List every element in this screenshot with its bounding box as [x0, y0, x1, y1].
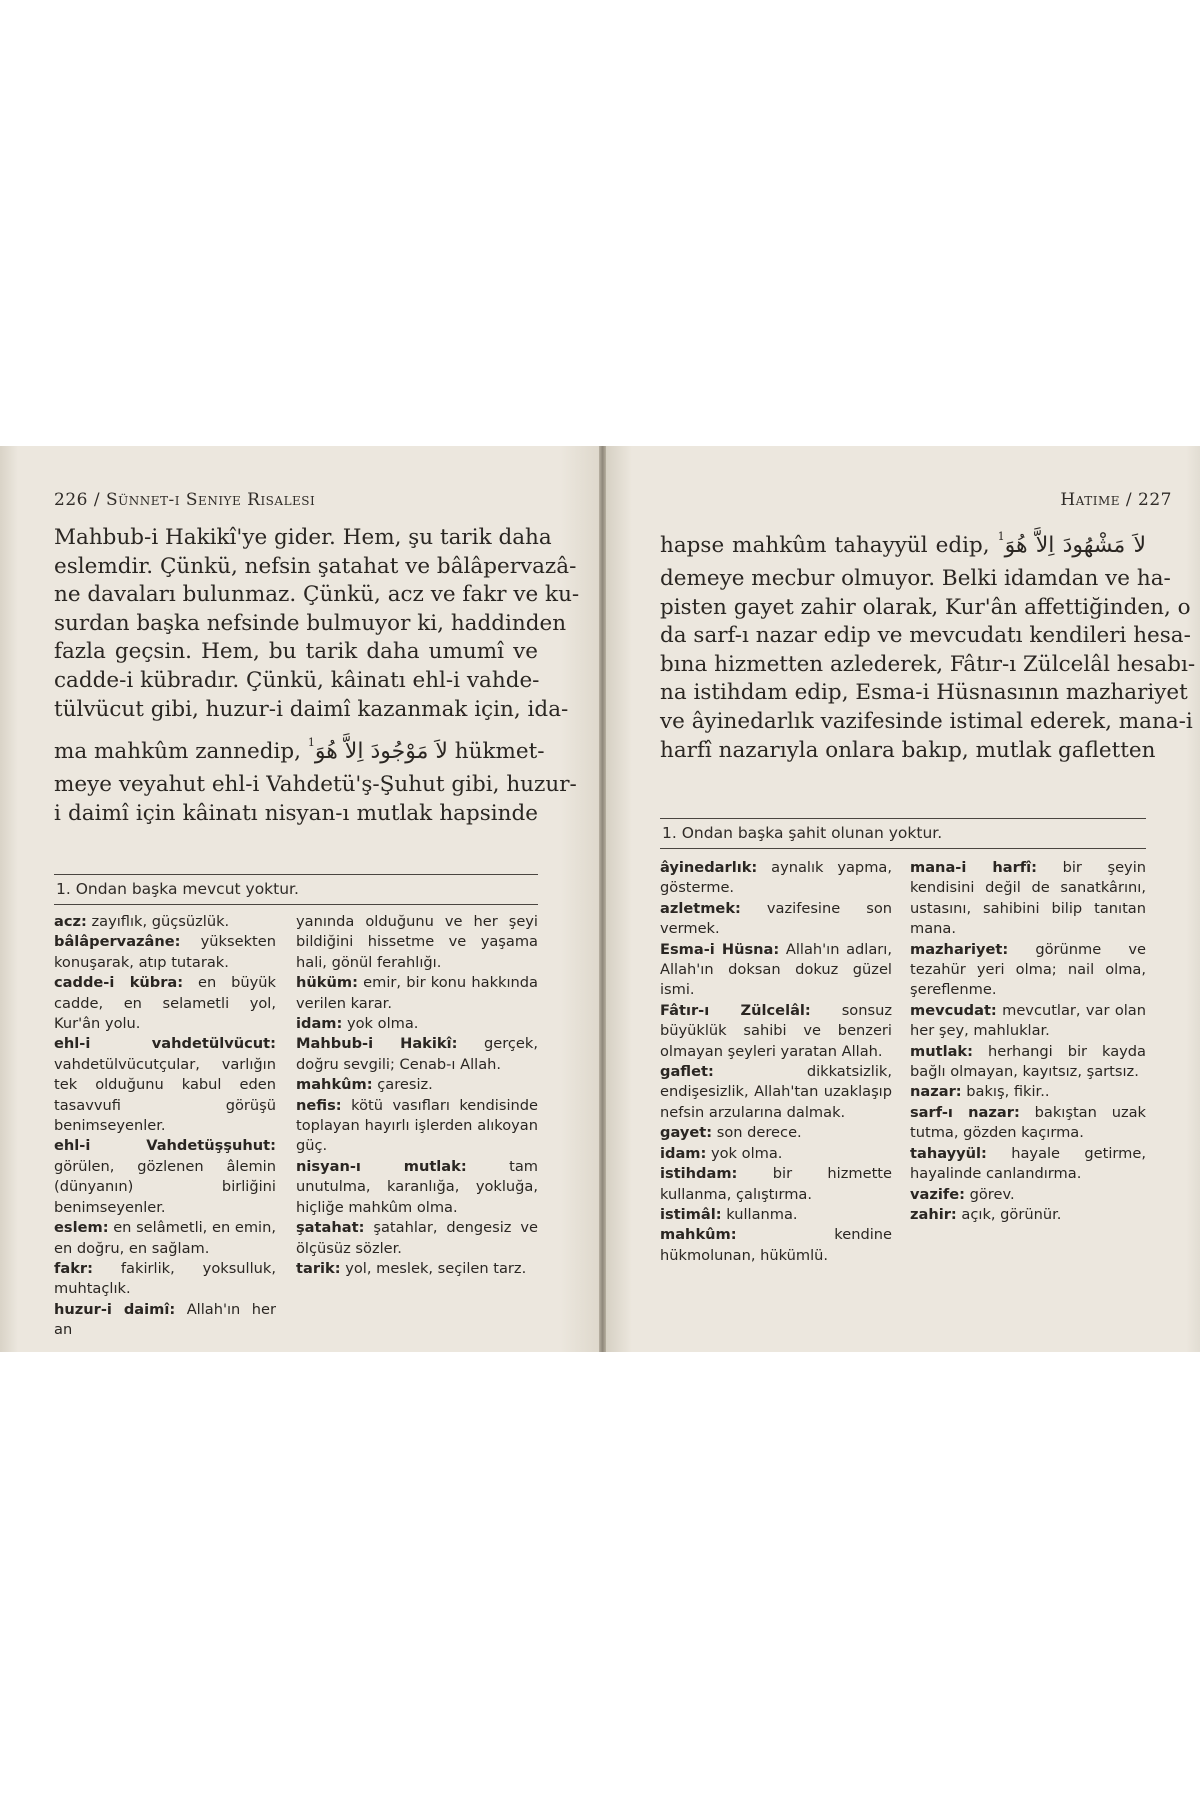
glossary-term: mahkûm:	[296, 1076, 373, 1094]
glossary-definition: emir, bir konu hakkında verilen karar.	[296, 974, 539, 1012]
body-text	[660, 518, 1196, 765]
glossary-term: idam:	[660, 1144, 707, 1162]
glossary-term: acz:	[54, 913, 87, 930]
arabic-phrase: لاَ مَشْهُودَ اِلاَّ هُوَ	[1004, 533, 1146, 558]
footnote: 1. Ondan başka şahit olunan yoktur.	[662, 824, 943, 842]
glossary-term: Fâtır-ı Zülcelâl:	[660, 1001, 811, 1019]
glossary-entry	[54, 1034, 276, 1136]
glossary-entry	[910, 1001, 1146, 1042]
glossary-term: tarik:	[296, 1259, 341, 1277]
glossary-term: huzur-i daimî:	[54, 1300, 176, 1318]
glossary-entry	[910, 1144, 1146, 1185]
body-line: cadde-i kübradır. Çünkü, kâinatı ehl-i vahde-	[54, 667, 540, 693]
glossary-term: âyinedarlık:	[660, 859, 758, 876]
glossary-entry	[660, 1225, 892, 1266]
body-line: pisten gayet zahir olarak, Kur'ân affettiğinden, o	[660, 594, 1191, 620]
glossary-term: cadde-i kübra:	[54, 974, 184, 992]
glossary-entry	[660, 1123, 892, 1143]
line-text: ma mahkûm zannedip,	[54, 739, 301, 765]
glossary-entry	[296, 1259, 538, 1279]
glossary-rule	[660, 848, 1146, 849]
glossary-term: bâlâpervazâne:	[54, 933, 181, 951]
glossary-entry	[54, 1300, 276, 1341]
glossary-definition: tam unutulma, karanlığa, yokluğa, hiçliğe mahkûm olma.	[296, 1157, 538, 1216]
body-line-arabic	[54, 724, 545, 771]
body-line: demeye mecbur olmuyor. Belki idamdan ve ha-	[660, 566, 1171, 591]
glossary-term: zahir:	[910, 1205, 957, 1223]
glossary-entry	[910, 1205, 1146, 1225]
glossary-term: Mahbub-i Hakikî:	[296, 1035, 458, 1053]
glossary-entry	[296, 1096, 538, 1157]
glossary-entry	[910, 1082, 1146, 1102]
glossary-term: hüküm:	[296, 974, 358, 992]
glossary-definition: görünme ve tezahür yeri olma; nail olma, şereflenme.	[910, 940, 1146, 999]
glossary-definition: bir hizmette kullanma, çalıştırma.	[660, 1165, 892, 1203]
glossary-definition: gerçek, doğru sevgili; Cenab-ı Allah.	[296, 1035, 538, 1073]
left-page	[0, 446, 600, 1352]
glossary-entry	[54, 912, 276, 932]
glossary-entry	[660, 1205, 892, 1225]
body-line: surdan başka nefsinde bulmuyor ki, haddinden	[54, 610, 567, 636]
glossary-term: mana-i harfî:	[910, 859, 1037, 876]
glossary-definition: kötü vasıfları kendisinde toplayan hayırlı işlerden alıkoyan güç.	[296, 1096, 539, 1155]
glossary-entry	[660, 858, 892, 899]
body-line: ve âyinedarlık vazifesinde istimal ederek, mana-i	[660, 708, 1193, 734]
glossary-definition: görev.	[969, 1185, 1015, 1203]
glossary-term: fakr:	[54, 1259, 93, 1277]
glossary-term: idam:	[296, 1015, 343, 1033]
line-text: hapse mahkûm tahayyül edip,	[660, 533, 990, 558]
glossary-definition: kendine hükmolunan, hükümlü.	[660, 1226, 892, 1264]
glossary-entry	[54, 1259, 276, 1300]
glossary-entry	[54, 1218, 276, 1259]
body-line: tülvücut gibi, huzur-i daimî kazanmak için, ida-	[54, 696, 569, 722]
body-line: i daimî için kâinatı nisyan-ı mutlak hapsinde	[54, 800, 538, 826]
glossary-definition: Allah'ın her an	[54, 1300, 277, 1339]
glossary-term: azletmek:	[660, 899, 741, 917]
body-line: ne davaları bulunmaz. Çünkü, acz ve fakr ve ku-	[54, 582, 580, 608]
body-line: Mahbub-i Hakikî'ye gider. Hem, şu tarik daha	[54, 525, 552, 550]
glossary-term: nefis:	[296, 1096, 342, 1114]
glossary-entry	[660, 899, 892, 940]
footnote-marker: 1	[997, 530, 1005, 543]
right-page	[606, 446, 1200, 1352]
glossary-term: gaflet:	[660, 1063, 714, 1081]
glossary-definition: yok olma.	[346, 1015, 419, 1033]
glossary-definition: en büyük cadde, en selametli yol, Kur'ân yolu.	[54, 974, 277, 1033]
glossary-term: şatahat:	[296, 1219, 365, 1237]
glossary-column-2	[296, 912, 538, 1279]
glossary-term: mevcudat:	[910, 1001, 997, 1019]
footnote: 1. Ondan başka mevcut yoktur.	[56, 880, 299, 898]
page-number: 227	[1138, 490, 1172, 510]
glossary-entry	[910, 1042, 1146, 1083]
running-head-right	[1060, 490, 1172, 510]
glossary-term: ehl-i Vahdetüşşuhut:	[54, 1137, 276, 1155]
body-line: da sarf-ı nazar edip ve mevcudatı kendileri hesa-	[660, 623, 1191, 649]
glossary-column-1	[54, 912, 276, 1341]
glossary-definition: açık, görünür.	[961, 1205, 1062, 1223]
page-number: 226	[54, 490, 88, 510]
book-gutter	[599, 446, 606, 1352]
glossary-term: nazar:	[910, 1083, 962, 1101]
glossary-term: ehl-i vahdetülvücut:	[54, 1035, 276, 1053]
glossary-entry	[910, 940, 1146, 1001]
book-title: Sünnet-i Seniye Risalesi	[106, 490, 316, 510]
glossary-definition: aynalık yapma, gösterme.	[660, 859, 892, 897]
glossary-term: Esma-i Hüsna:	[660, 940, 780, 958]
glossary-definition: herhangi bir kayda bağlı olmayan, kayıtsız, şartsız.	[910, 1042, 1146, 1081]
glossary-definition: mevcutlar, var olan her şey, mahluklar.	[910, 1001, 1147, 1040]
glossary-entry	[296, 1218, 538, 1259]
body-line: na istihdam edip, Esma-i Hüsnasının mazhariyet	[660, 680, 1188, 706]
glossary-entry	[660, 1144, 892, 1164]
glossary-term: vazife:	[910, 1185, 965, 1203]
glossary-rule	[54, 904, 538, 905]
glossary-definition: son derece.	[716, 1124, 802, 1142]
body-line: fazla geçsin. Hem, bu tarik daha umumî ve	[54, 639, 538, 665]
glossary-entry	[910, 1185, 1146, 1205]
glossary-definition: şatahlar, dengesiz ve ölçüsüz sözler.	[296, 1219, 538, 1257]
glossary-definition: bakış, fikir..	[966, 1083, 1050, 1101]
glossary-term: tahayyül:	[910, 1144, 987, 1162]
glossary-entry	[296, 912, 538, 973]
glossary-definition: yok olma.	[710, 1144, 783, 1162]
glossary-definition: vazifesine son vermek.	[660, 899, 893, 938]
body-line: harfî nazarıyla onlara bakıp, mutlak gafletten	[660, 737, 1156, 763]
glossary-definition: hayale getirme, hayalinde canlandırma.	[910, 1144, 1146, 1183]
head-separator: /	[93, 490, 101, 510]
glossary-term: mazhariyet:	[910, 940, 1009, 958]
body-line: meye veyahut ehl-i Vahdetü'ş-Şuhut gibi, huzur-	[54, 772, 577, 798]
footnote-marker: 1	[307, 736, 315, 750]
glossary-definition: dikkatsizlik, endişesizlik, Allah'tan uzaklaşıp nefsin arzularına dalmak.	[660, 1063, 892, 1121]
glossary-definition: zayıflık, güçsüzlük.	[91, 913, 230, 930]
arabic-phrase: لاَ مَوْجُودَ اِلاَّ هُوَ	[314, 739, 448, 765]
glossary-term: mutlak:	[910, 1042, 973, 1060]
glossary-entry	[296, 973, 538, 1014]
glossary-term: eslem:	[54, 1219, 109, 1237]
body-text	[54, 524, 580, 828]
glossary-entry	[54, 973, 276, 1034]
footnote-rule	[54, 874, 538, 875]
glossary-definition: yüksekten konuşarak, atıp tutarak.	[54, 933, 276, 971]
glossary-term: istimâl:	[660, 1205, 722, 1223]
glossary-column-1	[660, 858, 892, 1266]
glossary-entry	[910, 1103, 1146, 1144]
glossary-entry	[296, 1014, 538, 1034]
body-line: bına hizmetten azlederek, Fâtır-ı Zülcelâl hesabı-	[660, 651, 1196, 677]
chapter-title: Hatime	[1060, 490, 1120, 510]
glossary-entry	[660, 1164, 892, 1205]
glossary-definition: sonsuz büyüklük sahibi ve benzeri olmayan şeyleri yaratan Allah.	[660, 1001, 892, 1060]
glossary-entry	[660, 1062, 892, 1123]
glossary-definition: bakıştan uzak tutma, gözden kaçırma.	[910, 1103, 1146, 1142]
running-head-left	[54, 490, 315, 510]
glossary-column-2	[910, 858, 1146, 1225]
glossary-definition: vahdetülvücutçular, varlığın tek olduğunu kabul eden tasavvufi görüşü benimseyenler.	[54, 1055, 276, 1135]
glossary-definition: Allah'ın adları, Allah'ın doksan dokuz güzel ismi.	[660, 940, 892, 999]
glossary-definition: yol, meslek, seçilen tarz.	[345, 1259, 527, 1277]
book-spread	[0, 446, 1200, 1352]
glossary-entry	[54, 932, 276, 973]
glossary-term: istihdam:	[660, 1165, 738, 1183]
glossary-entry	[296, 1034, 538, 1075]
glossary-term: gayet:	[660, 1124, 713, 1142]
glossary-entry	[910, 858, 1146, 940]
glossary-definition: en selâmetli, en emin, en doğru, en sağlam.	[54, 1219, 276, 1257]
body-line-arabic	[660, 518, 1146, 565]
glossary-term: nisyan-ı mutlak:	[296, 1157, 467, 1175]
body-line: eslemdir. Çünkü, nefsin şatahat ve bâlâpervazâ-	[54, 553, 577, 579]
glossary-definition: fakirlik, yoksulluk, muhtaçlık.	[54, 1259, 277, 1298]
footnote-rule	[660, 818, 1146, 819]
glossary-definition: görülen, gözlenen âlemin (dünyanın) birliğini benimseyenler.	[54, 1157, 276, 1216]
glossary-definition: kullanma.	[726, 1205, 798, 1223]
glossary-entry	[660, 1001, 892, 1062]
glossary-term: mahkûm:	[660, 1226, 737, 1244]
glossary-definition: yanında olduğunu ve her şeyi bildiğini hissetme ve yaşama hali, gönül ferahlığı.	[296, 913, 538, 971]
glossary-term: sarf-ı nazar:	[910, 1103, 1020, 1121]
glossary-entry	[660, 940, 892, 1001]
head-separator: /	[1125, 490, 1133, 510]
glossary-entry	[296, 1157, 538, 1218]
glossary-entry	[296, 1075, 538, 1095]
glossary-definition: bir şeyin kendisini değil de sanatkârını, ustasını, sahibini bilip tanıtan mana.	[910, 859, 1146, 938]
glossary-entry	[54, 1136, 276, 1218]
line-text: hükmet-	[454, 739, 545, 765]
glossary-definition: çaresiz.	[377, 1076, 433, 1094]
